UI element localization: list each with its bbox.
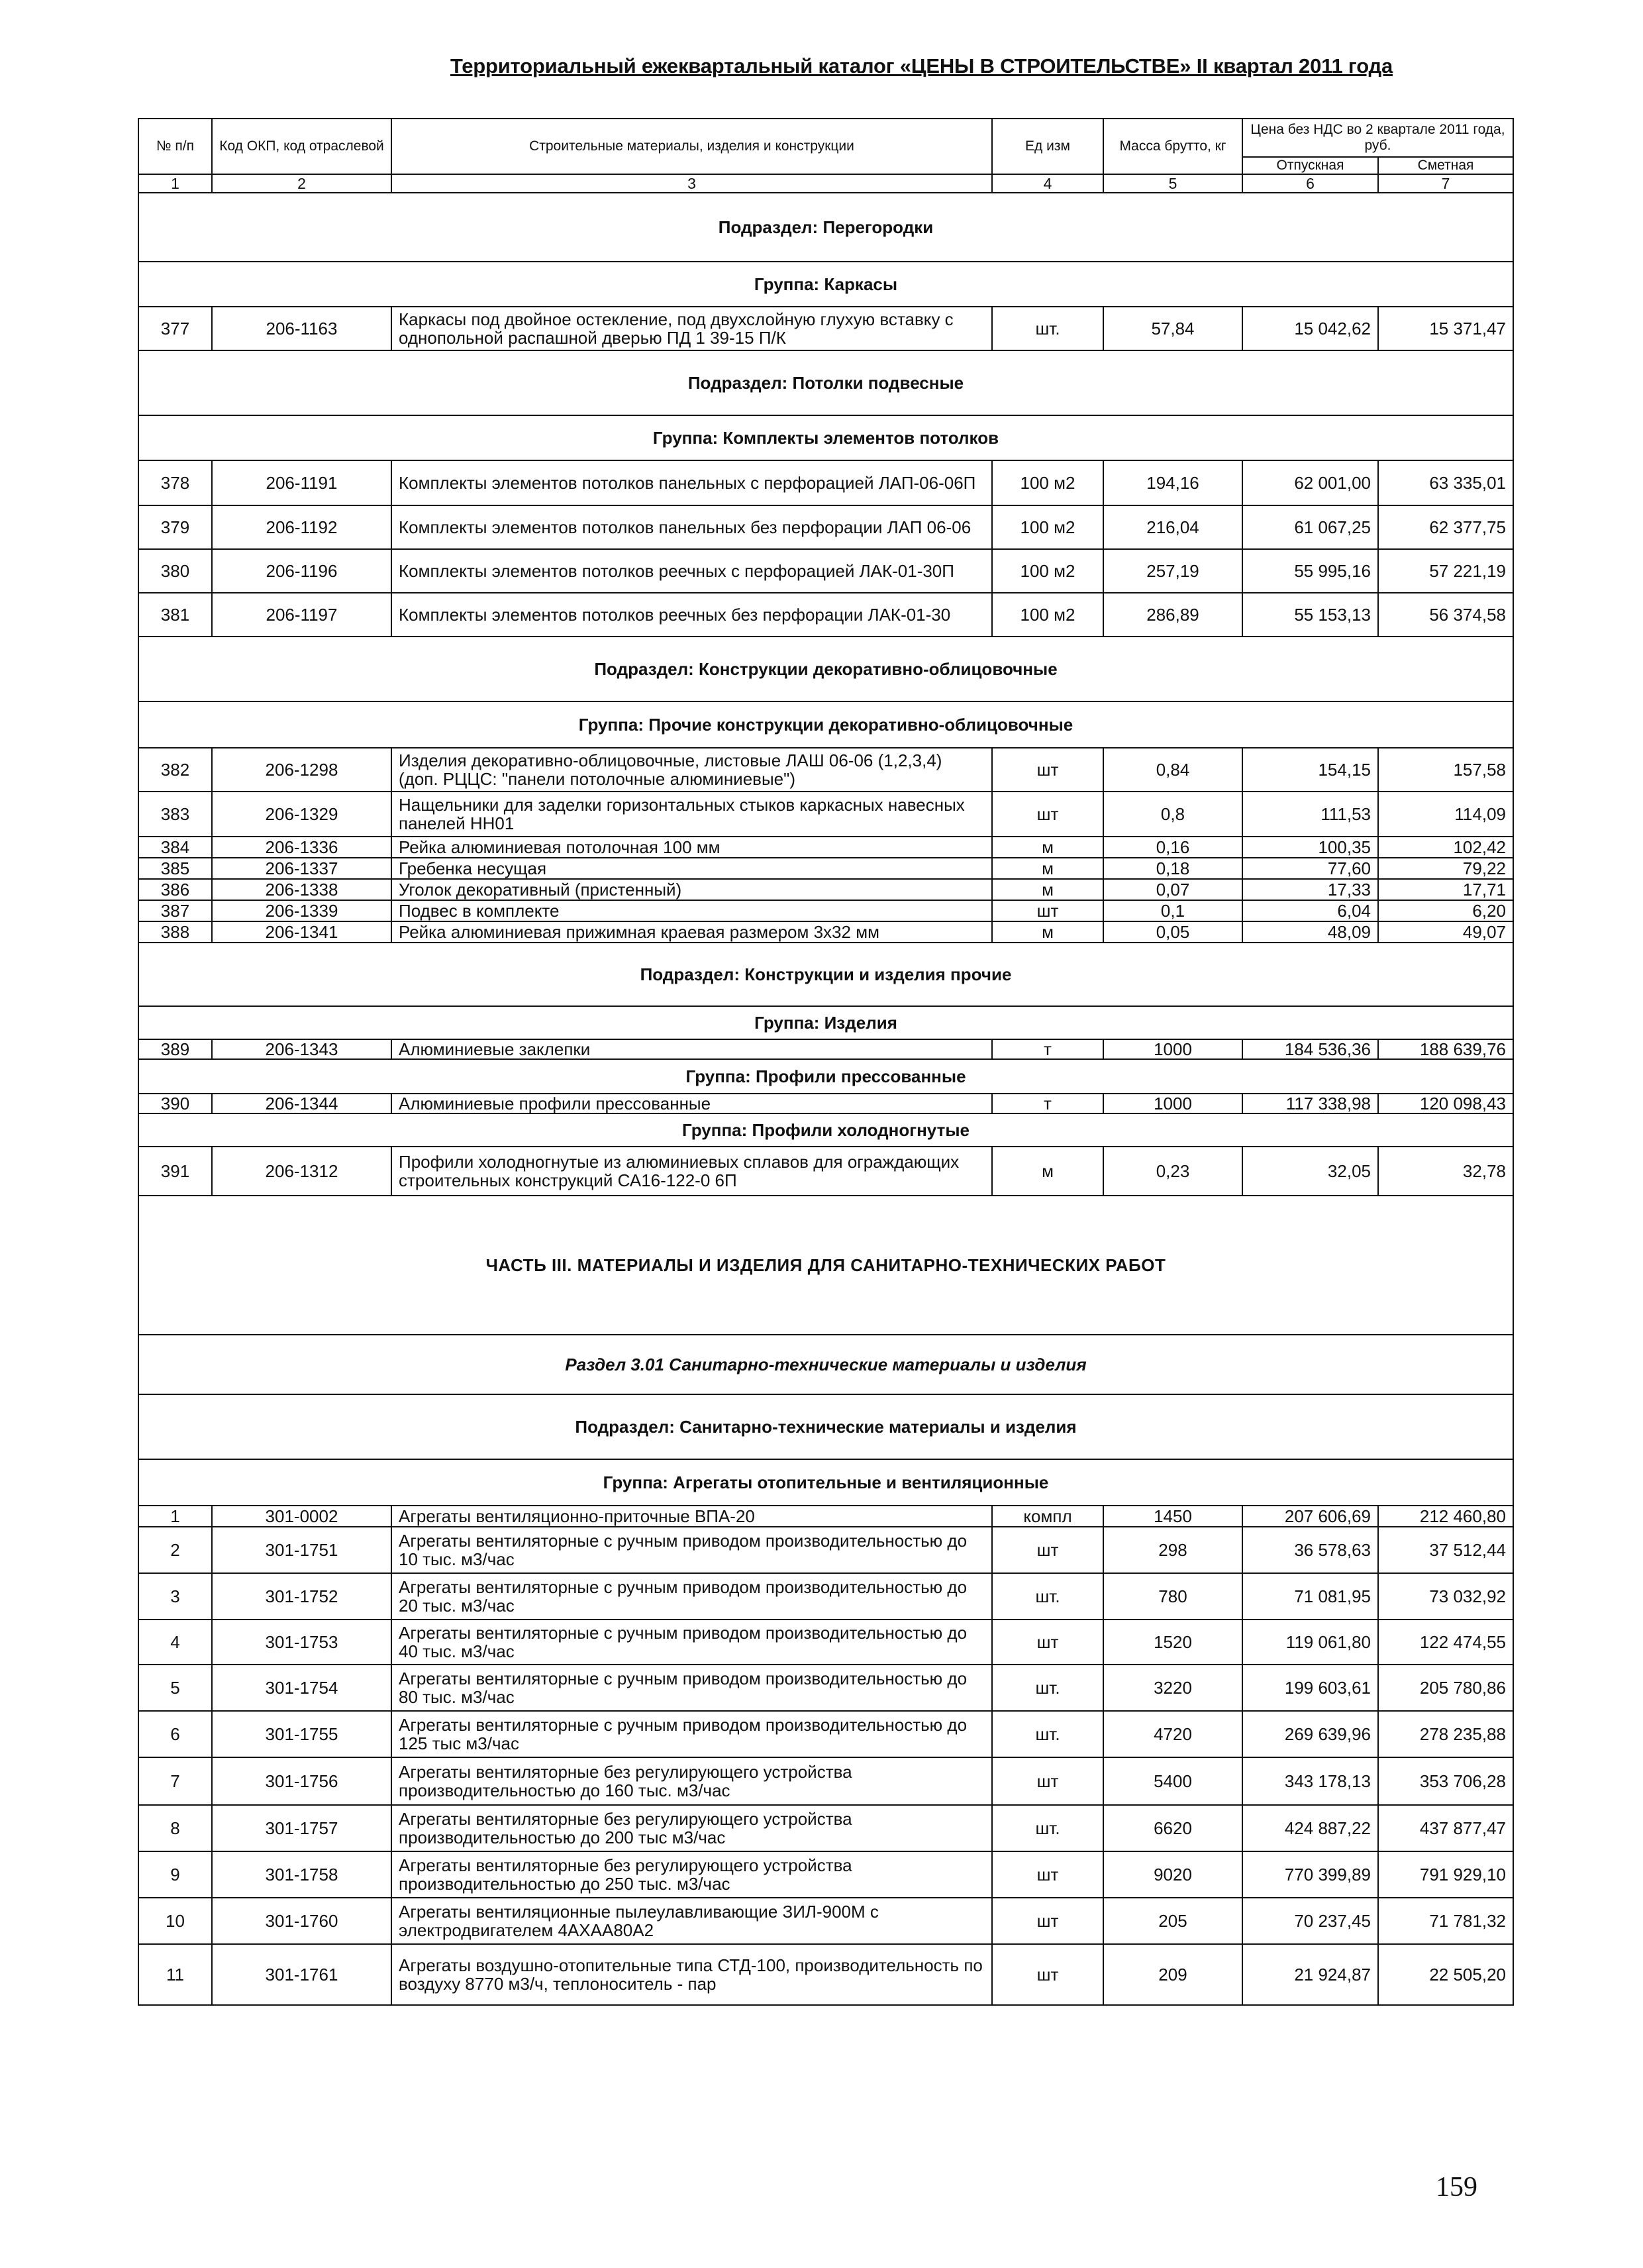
item-mass: 5400 — [1103, 1757, 1242, 1805]
item-mass: 0,16 — [1103, 837, 1242, 858]
table-row — [138, 1573, 1513, 1620]
item-name: Агрегаты вентиляторные без регулирующего устройства производительностью до 200 тыс м3/час — [391, 1805, 992, 1851]
item-mass: 780 — [1103, 1573, 1242, 1620]
item-price-release: 207 606,69 — [1242, 1506, 1378, 1527]
item-number: 390 — [138, 1094, 212, 1113]
table-row — [138, 1506, 1513, 1527]
table-row — [138, 1851, 1513, 1898]
table-row — [138, 1039, 1513, 1059]
item-price-estimate: 49,07 — [1378, 921, 1513, 943]
column-header-row — [138, 119, 1513, 157]
subsection-title-row — [138, 193, 1513, 262]
subsection-title: Подраздел: Санитарно-технические материалы и изделия — [138, 1394, 1513, 1459]
table-row — [138, 307, 1513, 350]
item-mass: 0,07 — [1103, 879, 1242, 900]
part-title-row — [138, 1196, 1513, 1335]
col-number: 2 — [212, 174, 391, 193]
subsection-title: Подраздел: Потолки подвесные — [138, 350, 1513, 415]
item-code: 206-1196 — [212, 549, 391, 593]
col-number: 4 — [992, 174, 1103, 193]
column-number-row — [138, 174, 1513, 193]
item-code: 206-1336 — [212, 837, 391, 858]
col-release-header: Отпускная — [1242, 157, 1378, 174]
item-number: 5 — [138, 1665, 212, 1711]
item-price-release: 199 603,61 — [1242, 1665, 1378, 1711]
item-code: 206-1312 — [212, 1147, 391, 1196]
item-price-estimate: 22 505,20 — [1378, 1944, 1513, 2005]
group-title: Группа: Каркасы — [138, 262, 1513, 307]
subsection-title-row — [138, 943, 1513, 1006]
section-title: Раздел 3.01 Санитарно-технические материалы и изделия — [138, 1335, 1513, 1394]
item-unit: м — [992, 879, 1103, 900]
item-price-estimate: 353 706,28 — [1378, 1757, 1513, 1805]
item-price-estimate: 79,22 — [1378, 858, 1513, 879]
item-price-release: 343 178,13 — [1242, 1757, 1378, 1805]
item-code: 301-1761 — [212, 1944, 391, 2005]
table-row — [138, 1757, 1513, 1805]
item-code: 206-1338 — [212, 879, 391, 900]
group-title-row — [138, 262, 1513, 307]
item-name: Комплекты элементов потолков панельных без перфорации ЛАП 06-06 — [391, 505, 992, 549]
item-unit: м — [992, 921, 1103, 943]
col-number: 3 — [391, 174, 992, 193]
item-price-estimate: 62 377,75 — [1378, 505, 1513, 549]
item-code: 206-1163 — [212, 307, 391, 350]
item-name: Агрегаты вентиляционные пылеулавливающие ЗИЛ-900М с электродвигателем 4АХАА80А2 — [391, 1898, 992, 1944]
item-code: 301-1755 — [212, 1711, 391, 1757]
item-mass: 0,23 — [1103, 1147, 1242, 1196]
item-price-release: 17,33 — [1242, 879, 1378, 900]
item-mass: 0,1 — [1103, 900, 1242, 921]
item-name: Подвес в комплекте — [391, 900, 992, 921]
item-price-release: 111,53 — [1242, 792, 1378, 837]
table-row — [138, 460, 1513, 505]
item-mass: 257,19 — [1103, 549, 1242, 593]
item-price-estimate: 114,09 — [1378, 792, 1513, 837]
price-table — [138, 118, 1514, 2006]
item-unit: т — [992, 1094, 1103, 1113]
item-unit: 100 м2 — [992, 593, 1103, 637]
item-number: 11 — [138, 1944, 212, 2005]
col-mass-header: Масса брутто, кг — [1103, 119, 1242, 174]
item-mass: 0,84 — [1103, 748, 1242, 792]
item-name: Агрегаты вентиляторные без регулирующего устройства производительностью до 160 тыс. м3/час — [391, 1757, 992, 1805]
item-price-estimate: 120 098,43 — [1378, 1094, 1513, 1113]
item-price-estimate: 17,71 — [1378, 879, 1513, 900]
item-number: 9 — [138, 1851, 212, 1898]
item-price-release: 71 081,95 — [1242, 1573, 1378, 1620]
group-title-row — [138, 1113, 1513, 1147]
item-mass: 3220 — [1103, 1665, 1242, 1711]
item-mass: 1000 — [1103, 1039, 1242, 1059]
table-row — [138, 1665, 1513, 1711]
item-unit: шт — [992, 1898, 1103, 1944]
item-price-estimate: 15 371,47 — [1378, 307, 1513, 350]
table-row — [138, 1711, 1513, 1757]
item-mass: 286,89 — [1103, 593, 1242, 637]
item-price-estimate: 212 460,80 — [1378, 1506, 1513, 1527]
item-code: 206-1341 — [212, 921, 391, 943]
item-name: Гребенка несущая — [391, 858, 992, 879]
item-name: Агрегаты вентиляторные с ручным приводом производительностью до 80 тыс. м3/час — [391, 1665, 992, 1711]
table-row — [138, 549, 1513, 593]
item-unit: шт — [992, 792, 1103, 837]
item-name: Комплекты элементов потолков панельных с перфорацией ЛАП-06-06П — [391, 460, 992, 505]
item-price-release: 424 887,22 — [1242, 1805, 1378, 1851]
item-price-release: 269 639,96 — [1242, 1711, 1378, 1757]
item-price-estimate: 205 780,86 — [1378, 1665, 1513, 1711]
item-name: Рейка алюминиевая потолочная 100 мм — [391, 837, 992, 858]
table-row — [138, 837, 1513, 858]
item-mass: 0,8 — [1103, 792, 1242, 837]
item-name: Комплекты элементов потолков реечных без перфорации ЛАК-01-30 — [391, 593, 992, 637]
item-mass: 1000 — [1103, 1094, 1242, 1113]
item-price-release: 61 067,25 — [1242, 505, 1378, 549]
subsection-title: Подраздел: Перегородки — [138, 193, 1513, 262]
item-price-release: 770 399,89 — [1242, 1851, 1378, 1898]
item-code: 301-1751 — [212, 1527, 391, 1573]
item-mass: 205 — [1103, 1898, 1242, 1944]
item-number: 10 — [138, 1898, 212, 1944]
item-code: 206-1192 — [212, 505, 391, 549]
item-mass: 6620 — [1103, 1805, 1242, 1851]
item-price-release: 62 001,00 — [1242, 460, 1378, 505]
item-unit: 100 м2 — [992, 549, 1103, 593]
item-unit: шт — [992, 1527, 1103, 1573]
table-row — [138, 900, 1513, 921]
item-unit: шт — [992, 900, 1103, 921]
item-number: 6 — [138, 1711, 212, 1757]
item-price-release: 117 338,98 — [1242, 1094, 1378, 1113]
item-unit: шт. — [992, 1805, 1103, 1851]
item-price-release: 6,04 — [1242, 900, 1378, 921]
item-name: Изделия декоративно-облицовочные, листовые ЛАШ 06-06 (1,2,3,4) (доп. РЦЦС: "панели потолочные алюминиевые") — [391, 748, 992, 792]
table-row — [138, 1527, 1513, 1573]
item-number: 389 — [138, 1039, 212, 1059]
item-code: 206-1191 — [212, 460, 391, 505]
item-number: 378 — [138, 460, 212, 505]
col-number: 1 — [138, 174, 212, 193]
section-title-row — [138, 1335, 1513, 1394]
item-name: Агрегаты вентиляторные без регулирующего устройства производительностью до 250 тыс. м3/час — [391, 1851, 992, 1898]
subsection-title-row — [138, 1394, 1513, 1459]
item-price-estimate: 73 032,92 — [1378, 1573, 1513, 1620]
table-row — [138, 1147, 1513, 1196]
item-name: Комплекты элементов потолков реечных с перфорацией ЛАК-01-30П — [391, 549, 992, 593]
item-mass: 1520 — [1103, 1620, 1242, 1665]
item-mass: 0,18 — [1103, 858, 1242, 879]
item-unit: шт. — [992, 307, 1103, 350]
group-title: Группа: Профили прессованные — [138, 1059, 1513, 1094]
item-code: 206-1197 — [212, 593, 391, 637]
item-name: Каркасы под двойное остекление, под двухслойную глухую вставку с однопольной распашной дверью ПД 1 39-15 П/К — [391, 307, 992, 350]
item-price-estimate: 56 374,58 — [1378, 593, 1513, 637]
col-price-header: Цена без НДС во 2 квартале 2011 года, руб. — [1242, 119, 1513, 157]
table-row — [138, 1094, 1513, 1113]
group-title: Группа: Комплекты элементов потолков — [138, 415, 1513, 460]
part-title: ЧАСТЬ III. МАТЕРИАЛЫ И ИЗДЕЛИЯ ДЛЯ САНИТАРНО-ТЕХНИЧЕСКИХ РАБОТ — [138, 1196, 1513, 1335]
item-unit: шт — [992, 1851, 1103, 1898]
table-row — [138, 748, 1513, 792]
item-unit: шт. — [992, 1711, 1103, 1757]
item-name: Агрегаты вентиляторные с ручным приводом производительностью до 10 тыс. м3/час — [391, 1527, 992, 1573]
group-title: Группа: Изделия — [138, 1006, 1513, 1039]
item-mass: 209 — [1103, 1944, 1242, 2005]
item-name: Уголок декоративный (пристенный) — [391, 879, 992, 900]
subsection-title: Подраздел: Конструкции и изделия прочие — [138, 943, 1513, 1006]
item-price-estimate: 32,78 — [1378, 1147, 1513, 1196]
item-number: 384 — [138, 837, 212, 858]
table-row — [138, 1944, 1513, 2005]
item-price-release: 55 153,13 — [1242, 593, 1378, 637]
table-row — [138, 921, 1513, 943]
item-number: 388 — [138, 921, 212, 943]
item-number: 2 — [138, 1527, 212, 1573]
item-code: 301-0002 — [212, 1506, 391, 1527]
item-price-release: 154,15 — [1242, 748, 1378, 792]
col-code-header: Код ОКП, код отраслевой — [212, 119, 391, 174]
item-price-estimate: 188 639,76 — [1378, 1039, 1513, 1059]
item-code: 301-1753 — [212, 1620, 391, 1665]
item-price-release: 48,09 — [1242, 921, 1378, 943]
table-row — [138, 879, 1513, 900]
group-title-row — [138, 701, 1513, 748]
item-number: 380 — [138, 549, 212, 593]
item-price-release: 36 578,63 — [1242, 1527, 1378, 1573]
item-unit: 100 м2 — [992, 505, 1103, 549]
item-number: 377 — [138, 307, 212, 350]
item-code: 301-1752 — [212, 1573, 391, 1620]
table-row — [138, 1620, 1513, 1665]
table-row — [138, 505, 1513, 549]
item-unit: 100 м2 — [992, 460, 1103, 505]
item-code: 206-1344 — [212, 1094, 391, 1113]
item-unit: м — [992, 837, 1103, 858]
item-number: 386 — [138, 879, 212, 900]
item-price-estimate: 122 474,55 — [1378, 1620, 1513, 1665]
item-number: 383 — [138, 792, 212, 837]
item-price-estimate: 71 781,32 — [1378, 1898, 1513, 1944]
item-price-estimate: 57 221,19 — [1378, 549, 1513, 593]
col-number: 6 — [1242, 174, 1378, 193]
col-number: 5 — [1103, 174, 1242, 193]
col-estimate-header: Сметная — [1378, 157, 1513, 174]
group-title: Группа: Агрегаты отопительные и вентиляционные — [138, 1459, 1513, 1506]
item-number: 391 — [138, 1147, 212, 1196]
item-number: 381 — [138, 593, 212, 637]
item-unit: шт — [992, 748, 1103, 792]
table-row — [138, 1898, 1513, 1944]
item-unit: т — [992, 1039, 1103, 1059]
item-number: 382 — [138, 748, 212, 792]
item-number: 379 — [138, 505, 212, 549]
item-unit: шт. — [992, 1573, 1103, 1620]
price-table-body — [138, 119, 1513, 2005]
item-name: Рейка алюминиевая прижимная краевая размером 3х32 мм — [391, 921, 992, 943]
item-price-release: 55 995,16 — [1242, 549, 1378, 593]
group-title: Группа: Профили холодногнутые — [138, 1113, 1513, 1147]
item-number: 3 — [138, 1573, 212, 1620]
item-name: Нащельники для заделки горизонтальных стыков каркасных навесных панелей НН01 — [391, 792, 992, 837]
item-code: 206-1298 — [212, 748, 391, 792]
catalog-header: Территориальный ежеквартальный каталог «ЦЕНЫ В СТРОИТЕЛЬСТВЕ» II квартал 2011 года — [450, 54, 1393, 77]
col-number: 7 — [1378, 174, 1513, 193]
item-price-release: 70 237,45 — [1242, 1898, 1378, 1944]
item-price-release: 15 042,62 — [1242, 307, 1378, 350]
col-unit-header: Ед изм — [992, 119, 1103, 174]
item-number: 1 — [138, 1506, 212, 1527]
subsection-title-row — [138, 350, 1513, 415]
item-price-estimate: 6,20 — [1378, 900, 1513, 921]
item-mass: 194,16 — [1103, 460, 1242, 505]
table-row — [138, 593, 1513, 637]
item-price-release: 32,05 — [1242, 1147, 1378, 1196]
item-unit: шт — [992, 1620, 1103, 1665]
item-unit: м — [992, 858, 1103, 879]
item-number: 8 — [138, 1805, 212, 1851]
item-price-estimate: 791 929,10 — [1378, 1851, 1513, 1898]
item-name: Агрегаты вентиляторные с ручным приводом производительностью до 40 тыс. м3/час — [391, 1620, 992, 1665]
item-code: 206-1337 — [212, 858, 391, 879]
group-title-row — [138, 1059, 1513, 1094]
item-mass: 216,04 — [1103, 505, 1242, 549]
item-unit: компл — [992, 1506, 1103, 1527]
item-unit: м — [992, 1147, 1103, 1196]
item-code: 206-1339 — [212, 900, 391, 921]
item-price-estimate: 63 335,01 — [1378, 460, 1513, 505]
table-row — [138, 1805, 1513, 1851]
item-name: Алюминиевые заклепки — [391, 1039, 992, 1059]
item-number: 4 — [138, 1620, 212, 1665]
item-number: 387 — [138, 900, 212, 921]
item-name: Агрегаты вентиляторные с ручным приводом производительностью до 20 тыс. м3/час — [391, 1573, 992, 1620]
item-name: Алюминиевые профили прессованные — [391, 1094, 992, 1113]
item-name: Агрегаты вентиляторные с ручным приводом производительностью до 125 тыс м3/час — [391, 1711, 992, 1757]
item-code: 301-1758 — [212, 1851, 391, 1898]
item-price-release: 184 536,36 — [1242, 1039, 1378, 1059]
item-mass: 4720 — [1103, 1711, 1242, 1757]
item-number: 385 — [138, 858, 212, 879]
group-title-row — [138, 1006, 1513, 1039]
item-number: 7 — [138, 1757, 212, 1805]
item-code: 206-1343 — [212, 1039, 391, 1059]
item-mass: 0,05 — [1103, 921, 1242, 943]
item-mass: 57,84 — [1103, 307, 1242, 350]
subsection-title: Подраздел: Конструкции декоративно-облицовочные — [138, 637, 1513, 701]
item-price-release: 100,35 — [1242, 837, 1378, 858]
item-code: 301-1760 — [212, 1898, 391, 1944]
page-number: 159 — [1436, 2172, 1477, 2202]
subsection-title-row — [138, 637, 1513, 701]
item-unit: шт — [992, 1944, 1103, 2005]
col-name-header: Строительные материалы, изделия и конструкции — [391, 119, 992, 174]
item-price-release: 119 061,80 — [1242, 1620, 1378, 1665]
item-price-estimate: 102,42 — [1378, 837, 1513, 858]
item-price-release: 77,60 — [1242, 858, 1378, 879]
item-mass: 1450 — [1103, 1506, 1242, 1527]
item-price-estimate: 37 512,44 — [1378, 1527, 1513, 1573]
item-price-estimate: 278 235,88 — [1378, 1711, 1513, 1757]
table-row — [138, 858, 1513, 879]
item-price-estimate: 437 877,47 — [1378, 1805, 1513, 1851]
item-price-estimate: 157,58 — [1378, 748, 1513, 792]
item-name: Агрегаты вентиляционно-приточные ВПА-20 — [391, 1506, 992, 1527]
item-mass: 9020 — [1103, 1851, 1242, 1898]
item-price-release: 21 924,87 — [1242, 1944, 1378, 2005]
item-code: 301-1754 — [212, 1665, 391, 1711]
item-unit: шт. — [992, 1665, 1103, 1711]
item-code: 206-1329 — [212, 792, 391, 837]
group-title-row — [138, 1459, 1513, 1506]
item-unit: шт — [992, 1757, 1103, 1805]
item-name: Профили холодногнутые из алюминиевых сплавов для ограждающих строительных конструкций СА16-122-0 6П — [391, 1147, 992, 1196]
item-code: 301-1757 — [212, 1805, 391, 1851]
item-name: Агрегаты воздушно-отопительные типа СТД-100, производительность по воздуху 8770 м3/ч, теплоноситель - пар — [391, 1944, 992, 2005]
col-num-header: № п/п — [138, 119, 212, 174]
group-title-row — [138, 415, 1513, 460]
item-mass: 298 — [1103, 1527, 1242, 1573]
item-code: 301-1756 — [212, 1757, 391, 1805]
table-row — [138, 792, 1513, 837]
group-title: Группа: Прочие конструкции декоративно-облицовочные — [138, 701, 1513, 748]
